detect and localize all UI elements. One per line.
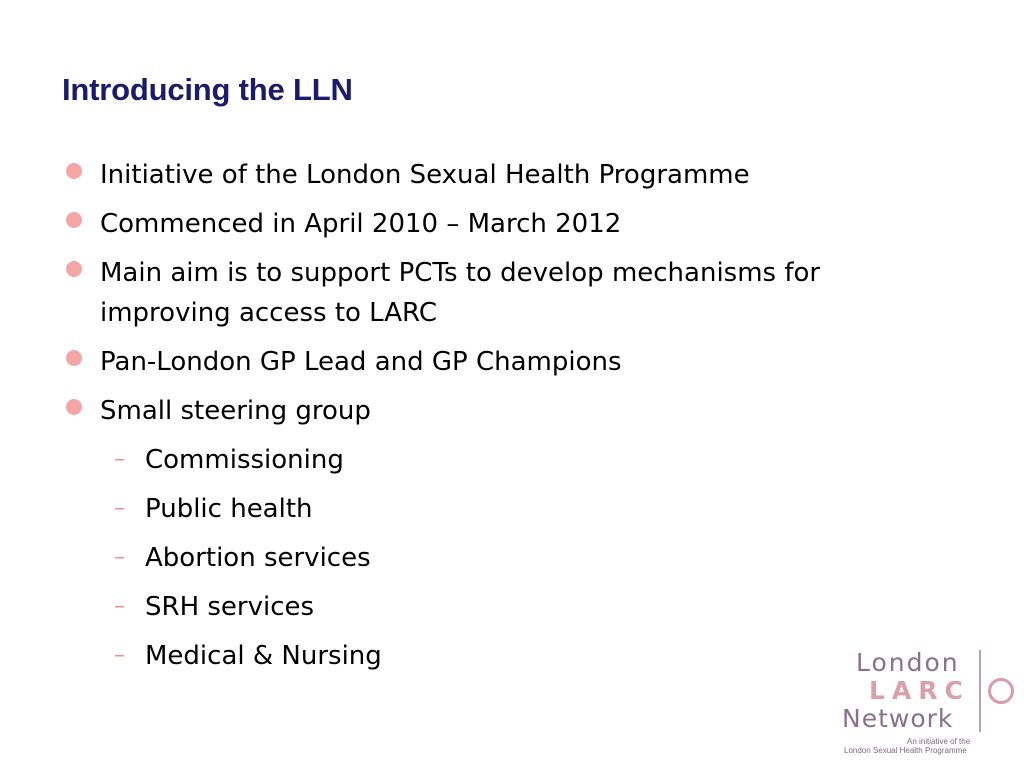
bullet-item <box>66 155 926 195</box>
bullet-list <box>66 155 926 685</box>
sub-bullet-text: Abortion services <box>145 543 371 573</box>
bullet-text: Pan-London GP Lead and GP Champions <box>100 347 622 377</box>
bullet-dot-icon <box>66 350 82 366</box>
bullet-dot-icon <box>66 163 82 179</box>
logo-word-larc: LARC <box>869 676 970 705</box>
bullet-item <box>66 204 926 244</box>
bullet-text: Initiative of the London Sexual Health Programme <box>100 160 750 190</box>
bullet-item <box>66 391 926 676</box>
logo-divider <box>979 650 981 732</box>
bullet-item <box>66 253 926 333</box>
dash-icon: – <box>114 594 125 619</box>
sub-bullet-item <box>100 636 926 676</box>
london-larc-network-logo <box>840 648 1018 758</box>
bullet-dot-icon <box>66 261 82 277</box>
slide-title: Introducing the LLN <box>62 72 353 107</box>
logo-tagline-1: An initiative of the <box>907 737 971 746</box>
sub-bullet-text: Public health <box>145 494 313 524</box>
dash-icon: – <box>114 545 125 570</box>
sub-bullet-item <box>100 587 926 627</box>
bullet-text: Commenced in April 2010 – March 2012 <box>100 209 622 239</box>
sub-bullet-item <box>100 440 926 480</box>
dash-icon: – <box>114 643 125 668</box>
sub-bullet-list <box>100 440 926 676</box>
bullet-dot-icon <box>66 212 82 228</box>
bullet-text: Main aim is to support PCTs to develop mechanisms for improving access to LARC <box>100 258 821 328</box>
sub-bullet-item <box>100 538 926 578</box>
logo-word-london: London <box>856 648 960 677</box>
logo-tagline-2: London Sexual Health Programme <box>844 746 967 755</box>
bullet-dot-icon <box>66 399 82 415</box>
logo-word-network: Network <box>842 704 954 733</box>
bullet-text: Small steering group <box>100 396 371 426</box>
sub-bullet-text: SRH services <box>145 592 315 622</box>
sub-bullet-text: Medical & Nursing <box>145 641 382 671</box>
sub-bullet-text: Commissioning <box>145 445 344 475</box>
logo-circle-icon <box>988 678 1014 704</box>
bullet-item <box>66 342 926 382</box>
dash-icon: – <box>114 447 125 472</box>
sub-bullet-item <box>100 489 926 529</box>
dash-icon: – <box>114 496 125 521</box>
